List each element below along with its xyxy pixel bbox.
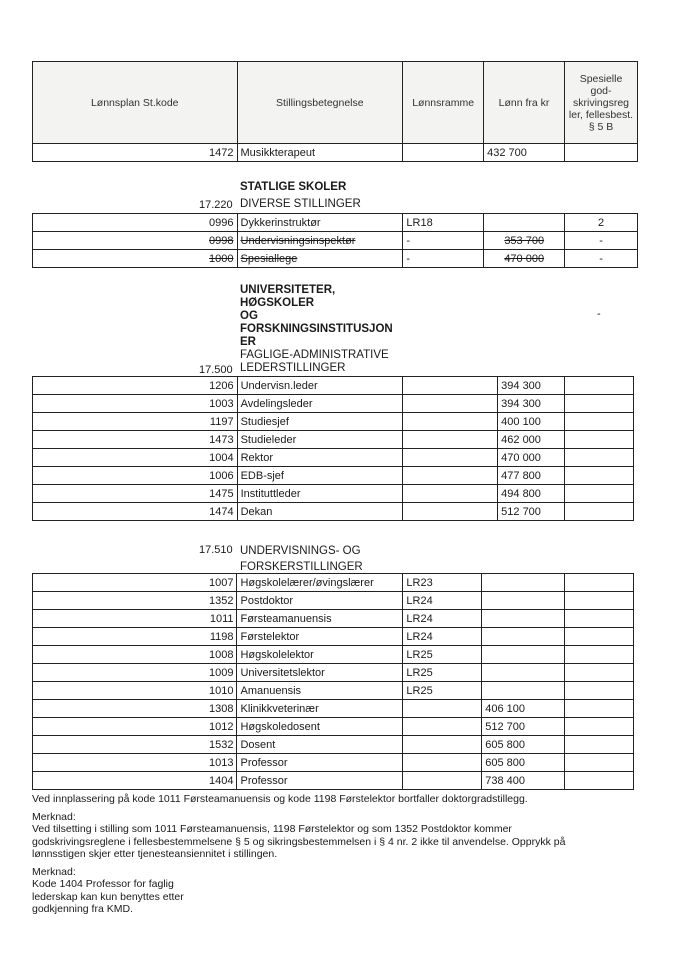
row-special [565,449,634,467]
col-header-special: Spesielle god-skrivingsreg ler, fellesbest. § 5 B [565,62,638,144]
row-special [565,574,634,592]
row-code: 1004 [33,449,238,467]
row-frame: LR24 [403,628,482,646]
table-row [33,754,634,772]
table-row [33,592,634,610]
row-title: Rektor [237,449,403,467]
row-frame [403,431,498,449]
merknad-title: Merknad: [32,810,76,823]
row-code: 1009 [33,664,237,682]
table-row [33,772,634,790]
note-line: lederskap kan kun benyttes etter [32,890,184,903]
col-header-plan: Lønnsplan St.kode [33,62,238,144]
row-title: Undervisningsinspektør [237,232,403,250]
row-code: 0996 [33,214,238,232]
table-row [33,485,634,503]
table-row [33,610,634,628]
row-frame: LR25 [403,664,482,682]
table-row [33,413,634,431]
notes [32,793,672,916]
row-salary: 605 800 [482,754,565,772]
row-frame: - [403,250,484,268]
row-special [565,144,638,162]
row-title: Undervisn.leder [237,377,403,395]
row-salary: 406 100 [482,700,565,718]
header-table [32,61,638,162]
row-title: Høgskoledosent [237,718,403,736]
merknad-title: Merknad: [32,865,76,878]
row-special: 2 [565,214,638,232]
row-salary [484,214,565,232]
table-row [33,574,634,592]
section-heading: STATLIGE SKOLER [240,181,347,193]
row-special [565,503,634,521]
row-salary: 512 700 [498,503,565,521]
row-code: 1472 [33,144,238,162]
plan-code: 17.220 [199,199,233,211]
row-salary: 738 400 [482,772,565,790]
note-line: Ved tilsetting i stilling som 1011 Førsteamanuensis, 1198 Førstelektor og som 1352 Postdoktor kommer [32,823,512,835]
row-title: Spesiallege [237,250,403,268]
row-frame: - [403,232,484,250]
row-frame [403,395,498,413]
row-frame: LR18 [403,214,484,232]
row-frame [403,449,498,467]
row-title: Studieleder [237,431,403,449]
row-frame: LR24 [403,610,482,628]
row-frame [403,413,498,431]
table-row [33,232,638,250]
row-frame [403,377,498,395]
row-salary [482,592,565,610]
row-title: Universitetslektor [237,664,403,682]
row-code: 1198 [33,628,237,646]
row-code: 1013 [33,754,237,772]
row-title: Studiesjef [237,413,403,431]
table-row [33,628,634,646]
row-code: 1474 [33,503,238,521]
row-title: Førstelektor [237,628,403,646]
row-code: 1308 [33,700,237,718]
row-salary [482,574,565,592]
row-salary: 394 300 [498,395,565,413]
subsection-heading: FAGLIGE-ADMINISTRATIVE LEDERSTILLINGER [240,349,389,374]
row-frame [403,718,482,736]
row-frame: LR25 [403,682,482,700]
row-special [565,485,634,503]
row-code: 1404 [33,772,237,790]
row-salary [482,610,565,628]
row-frame: LR25 [403,646,482,664]
row-special [565,413,634,431]
table-row [33,467,634,485]
row-frame [403,754,482,772]
table-row [33,214,638,232]
row-title: Amanuensis [237,682,403,700]
note-line: lønnsstigen skjer etter tjenesteansiennitet i stillingen. [32,848,278,860]
plan-code: 17.500 [199,364,233,376]
subsection-heading: UNDERVISNINGS- OG FORSKERSTILLINGER [240,545,363,573]
section-heading: UNIVERSITETER, HØGSKOLER OG FORSKNINGSINSTITUSJON ER [240,284,393,348]
row-special: - [565,232,638,250]
row-special [565,377,634,395]
row-title: Høgskolelektor [237,646,403,664]
row-frame [403,467,498,485]
row-code: 1012 [33,718,237,736]
row-code: 1003 [33,395,238,413]
universiteter-table [32,376,634,521]
row-frame: LR23 [403,574,482,592]
row-title: Professor [237,754,403,772]
row-code: 1008 [33,646,237,664]
row-title: Postdoktor [237,592,403,610]
table-row [33,503,634,521]
row-salary: 432 700 [484,144,565,162]
row-code: 1352 [33,592,237,610]
row-code: 1475 [33,485,238,503]
table-row [33,377,634,395]
row-frame [403,700,482,718]
row-title: Dykkerinstruktør [237,214,403,232]
row-title: Dosent [237,736,403,754]
row-special [565,754,634,772]
row-code: 1473 [33,431,238,449]
row-title: Musikkterapeut [237,144,403,162]
row-salary: 470 000 [498,449,565,467]
row-frame [403,485,498,503]
undervisning-table [32,573,634,790]
row-title: Instituttleder [237,485,403,503]
table-row [33,664,634,682]
row-title: EDB-sjef [237,467,403,485]
row-salary: 605 800 [482,736,565,754]
row-salary: 394 300 [498,377,565,395]
col-header-title: Stillingsbetegnelse [237,62,403,144]
row-salary [482,646,565,664]
row-special [565,664,634,682]
row-frame [403,736,482,754]
table-row [33,250,638,268]
row-salary: 512 700 [482,718,565,736]
note-line: godkjenning fra KMD. [32,903,133,915]
table-row [33,736,634,754]
row-code: 1000 [33,250,238,268]
row-code: 1011 [33,610,237,628]
row-code: 1197 [33,413,238,431]
row-title: Avdelingsleder [237,395,403,413]
row-frame [403,503,498,521]
statlige-table [32,213,638,268]
row-salary [482,682,565,700]
table-row [33,449,634,467]
row-title: Høgskolelærer/øvingslærer [237,574,403,592]
row-special [565,682,634,700]
table-row [33,700,634,718]
row-special [565,395,634,413]
table-row [33,646,634,664]
row-code: 0998 [33,232,238,250]
row-code: 1010 [33,682,237,700]
subsection-heading: DIVERSE STILLINGER [240,198,361,210]
row-title: Klinikkveterinær [237,700,403,718]
col-header-frame: Lønnsramme [403,62,484,144]
note-line: Ved innplassering på kode 1011 Førsteamanuensis og kode 1198 Førstelektor bortfaller doktorgradstillegg. [32,793,528,805]
row-special: - [565,250,638,268]
row-salary: 470 000 [484,250,565,268]
row-frame: LR24 [403,592,482,610]
note-line: Kode 1404 Professor for faglig [32,878,174,890]
table-row [33,395,634,413]
row-code: 1007 [33,574,237,592]
row-code: 1532 [33,736,237,754]
row-special [565,646,634,664]
row-special [565,592,634,610]
note-line: godskrivingsreglene i fellesbestemmelsene § 5 og sikringsbestemmelsen i § 4 nr. 2 ikke til anvendelse. Opprykk på [32,835,566,848]
row-salary: 494 800 [498,485,565,503]
row-special [565,431,634,449]
row-salary [482,628,565,646]
row-special [565,772,634,790]
dash-mark: - [597,308,601,320]
col-header-salary: Lønn fra kr [484,62,565,144]
row-special [565,700,634,718]
row-special [565,736,634,754]
row-salary: 400 100 [498,413,565,431]
table-row [33,144,638,162]
table-row [33,718,634,736]
row-special [565,467,634,485]
row-title: Professor [237,772,403,790]
row-salary: 462 000 [498,431,565,449]
table-row [33,431,634,449]
row-title: Førsteamanuensis [237,610,403,628]
row-special [565,718,634,736]
row-frame [403,144,484,162]
row-frame [403,772,482,790]
row-title: Dekan [237,503,403,521]
row-special [565,628,634,646]
row-special [565,610,634,628]
row-salary: 353 700 [484,232,565,250]
row-code: 1206 [33,377,238,395]
row-salary: 477 800 [498,467,565,485]
plan-code: 17.510 [199,544,233,556]
row-code: 1006 [33,467,238,485]
table-row [33,682,634,700]
row-salary [482,664,565,682]
